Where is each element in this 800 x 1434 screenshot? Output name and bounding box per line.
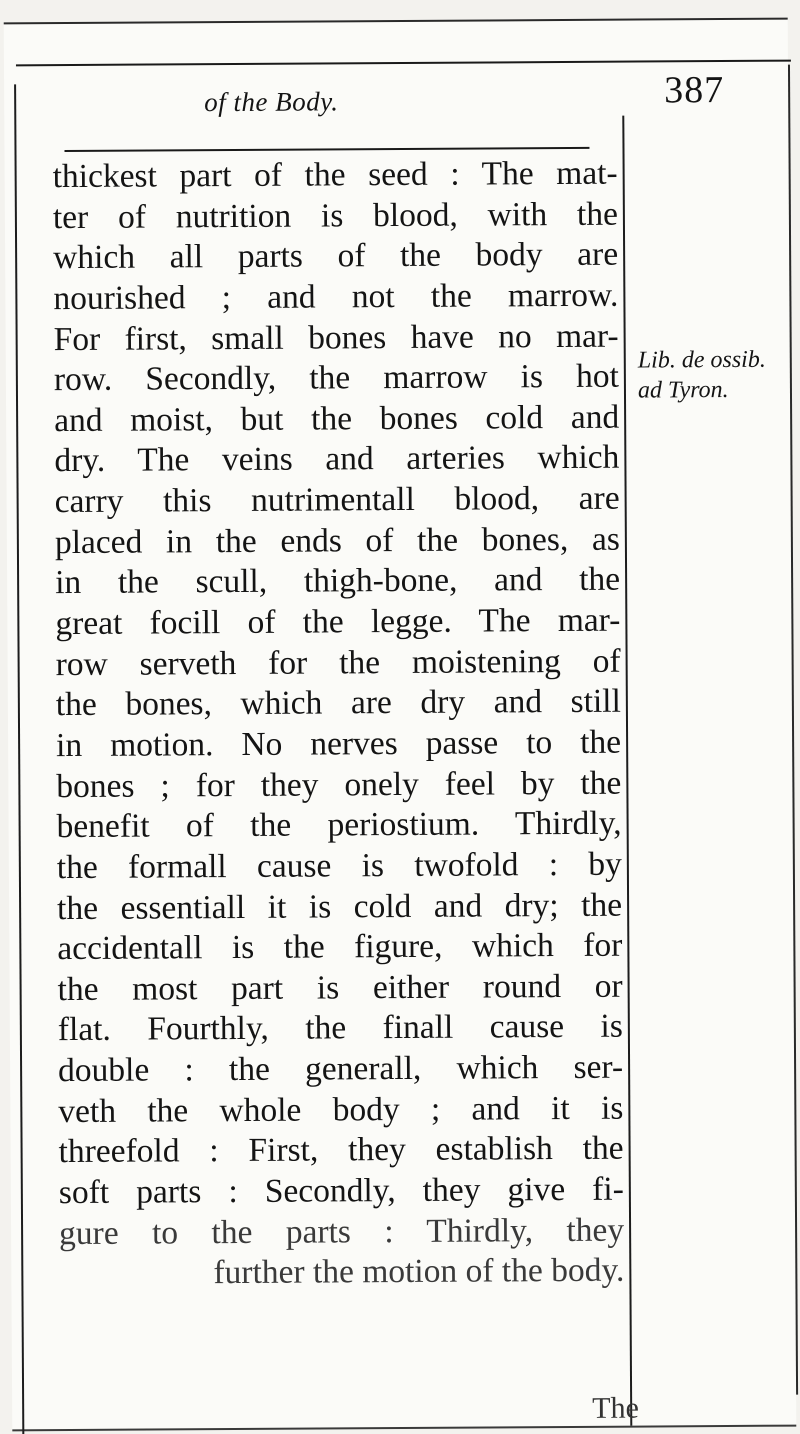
text-line: which all parts of the body are bbox=[53, 235, 619, 277]
left-border-rule bbox=[14, 84, 24, 1434]
text-line: in motion. No nerves passe to the bbox=[56, 723, 622, 765]
header-rule bbox=[16, 60, 791, 67]
text-line: placed in the ends of the bones, as bbox=[54, 520, 620, 561]
text-line: further the motion of the body. bbox=[213, 1251, 625, 1292]
text-line: For first, small bones have no mar- bbox=[53, 317, 619, 358]
text-line: and moist, but the bones cold and bbox=[54, 398, 620, 439]
text-line: benefit of the periostium. Thirdly, bbox=[56, 804, 622, 846]
body-text bbox=[53, 154, 625, 1295]
right-border-rule bbox=[788, 65, 798, 1395]
text-line: the bones, which are dry and still bbox=[55, 682, 621, 724]
catchword: The bbox=[592, 1391, 639, 1425]
text-line: veth the whole body ; and it is bbox=[58, 1089, 624, 1130]
text-line: nourished ; and not the marrow. bbox=[53, 276, 619, 318]
text-line: threefold : First, they establish the bbox=[58, 1130, 624, 1171]
page-sheet bbox=[4, 18, 797, 1432]
margin-note bbox=[638, 345, 766, 406]
page-number: 387 bbox=[664, 69, 725, 112]
text-line: the essentiall it is cold and dry; the bbox=[57, 886, 623, 927]
text-line: in the scull, thigh-bone, and the bbox=[55, 561, 621, 602]
text-line: dry. The veins and arteries which bbox=[54, 439, 620, 480]
text-line: double : the generall, which ser- bbox=[57, 1048, 624, 1090]
text-line: the most part is either round or bbox=[57, 967, 623, 1008]
text-line: row serveth for the moistening of bbox=[55, 642, 621, 683]
text-line: ter of nutrition is blood, with the bbox=[52, 195, 618, 236]
text-line: soft parts : Secondly, they give fi- bbox=[58, 1170, 624, 1212]
margin-note-line: ad Tyron. bbox=[637, 376, 729, 404]
text-line: great focill of the legge. The mar- bbox=[55, 601, 621, 643]
margin-note-line: Lib. de ossib. bbox=[637, 346, 766, 374]
text-line: bones ; for they onely feel by the bbox=[56, 764, 622, 805]
text-line: the formall cause is twofold : by bbox=[56, 845, 622, 886]
text-line: gure to the parts : Thirdly, they bbox=[58, 1211, 625, 1252]
text-line: carry this nutrimentall blood, are bbox=[54, 479, 620, 521]
text-line: thickest part of the seed : The mat- bbox=[52, 154, 618, 196]
text-line: flat. Fourthly, the finall cause is bbox=[57, 1008, 623, 1049]
running-head-underline bbox=[64, 147, 589, 152]
text-line: accidentall is the figure, which for bbox=[57, 926, 623, 968]
text-line: row. Secondly, the marrow is hot bbox=[53, 357, 619, 399]
running-head: of the Body. bbox=[204, 86, 339, 118]
